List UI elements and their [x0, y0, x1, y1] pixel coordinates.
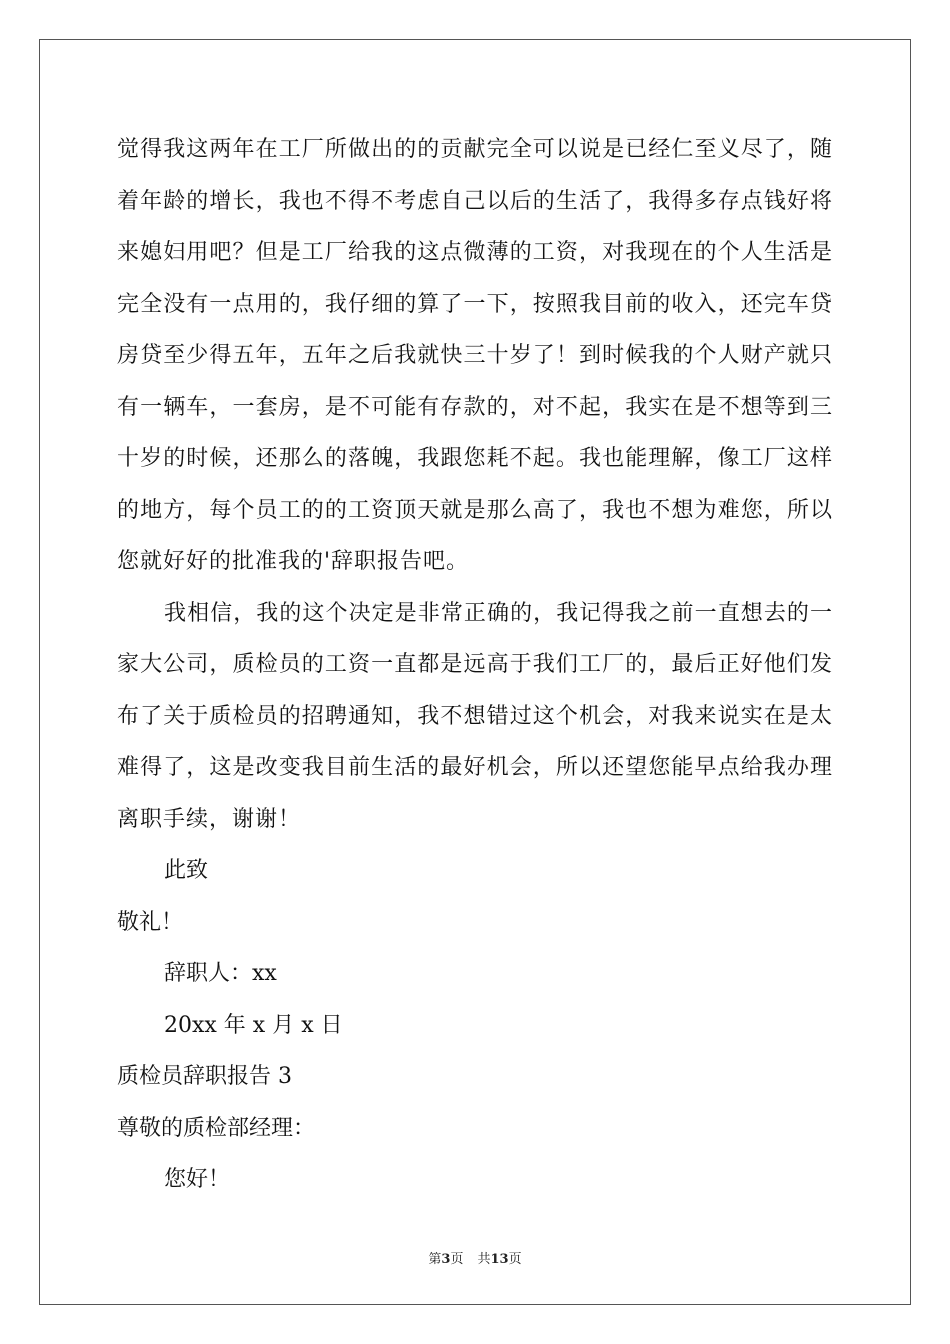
recipient-line: 尊敬的质检部经理：: [117, 1115, 316, 1141]
page-footer: [0, 1248, 950, 1267]
section-title: 质检员辞职报告 3: [117, 1064, 292, 1089]
total-prefix: 共: [477, 1252, 491, 1267]
date-line: 20xx 年 x 月 x 日: [164, 1012, 343, 1038]
document-body: [117, 124, 833, 1206]
page-total: 13: [490, 1252, 509, 1267]
page-suffix: 页: [450, 1252, 464, 1267]
page-current: 3: [441, 1252, 451, 1267]
greeting-line: 您好！: [164, 1167, 231, 1192]
closing-line: 此致: [164, 858, 209, 883]
salute-line: 敬礼！: [117, 909, 184, 935]
paragraph-1: 觉得我这两年在工厂所做出的的贡献完全可以说是已经仁至义尽了，随着年龄的增长，我也不得不考虑自己以后的生活了，我得多存点钱好将来媳妇用吧？但是工厂给我的这点微薄的工资，对我现在的个人生活是完全没有一点用的，我仔细的算了一下，按照我目前的收入，还完车贷房贷至少得五年，五年之后我就快三十岁了！到时候我的个人财产就只有一辆车，一套房，是不可能有存款的，对不起，我实在是不想等到三十岁的时候，还那么的落魄，我跟您耗不起。我也能理解，像工厂这样的地方，每个员工的的工资顶天就是那么高了，我也不想为难您，所以您就好好的批准我的'辞职报告吧。: [117, 137, 833, 574]
signer-line: 辞职人：xx: [164, 961, 277, 986]
paragraph-2: 我相信，我的这个决定是非常正确的，我记得我之前一直想去的一家大公司，质检员的工资一直都是远高于我们工厂的，最后正好他们发布了关于质检员的招聘通知，我不想错过这个机会，对我来说实在是太难得了，这是改变我目前生活的最好机会，所以还望您能早点给我办理离职手续，谢谢！: [117, 600, 833, 832]
page-prefix: 第: [428, 1252, 442, 1267]
total-suffix: 页: [508, 1252, 522, 1267]
